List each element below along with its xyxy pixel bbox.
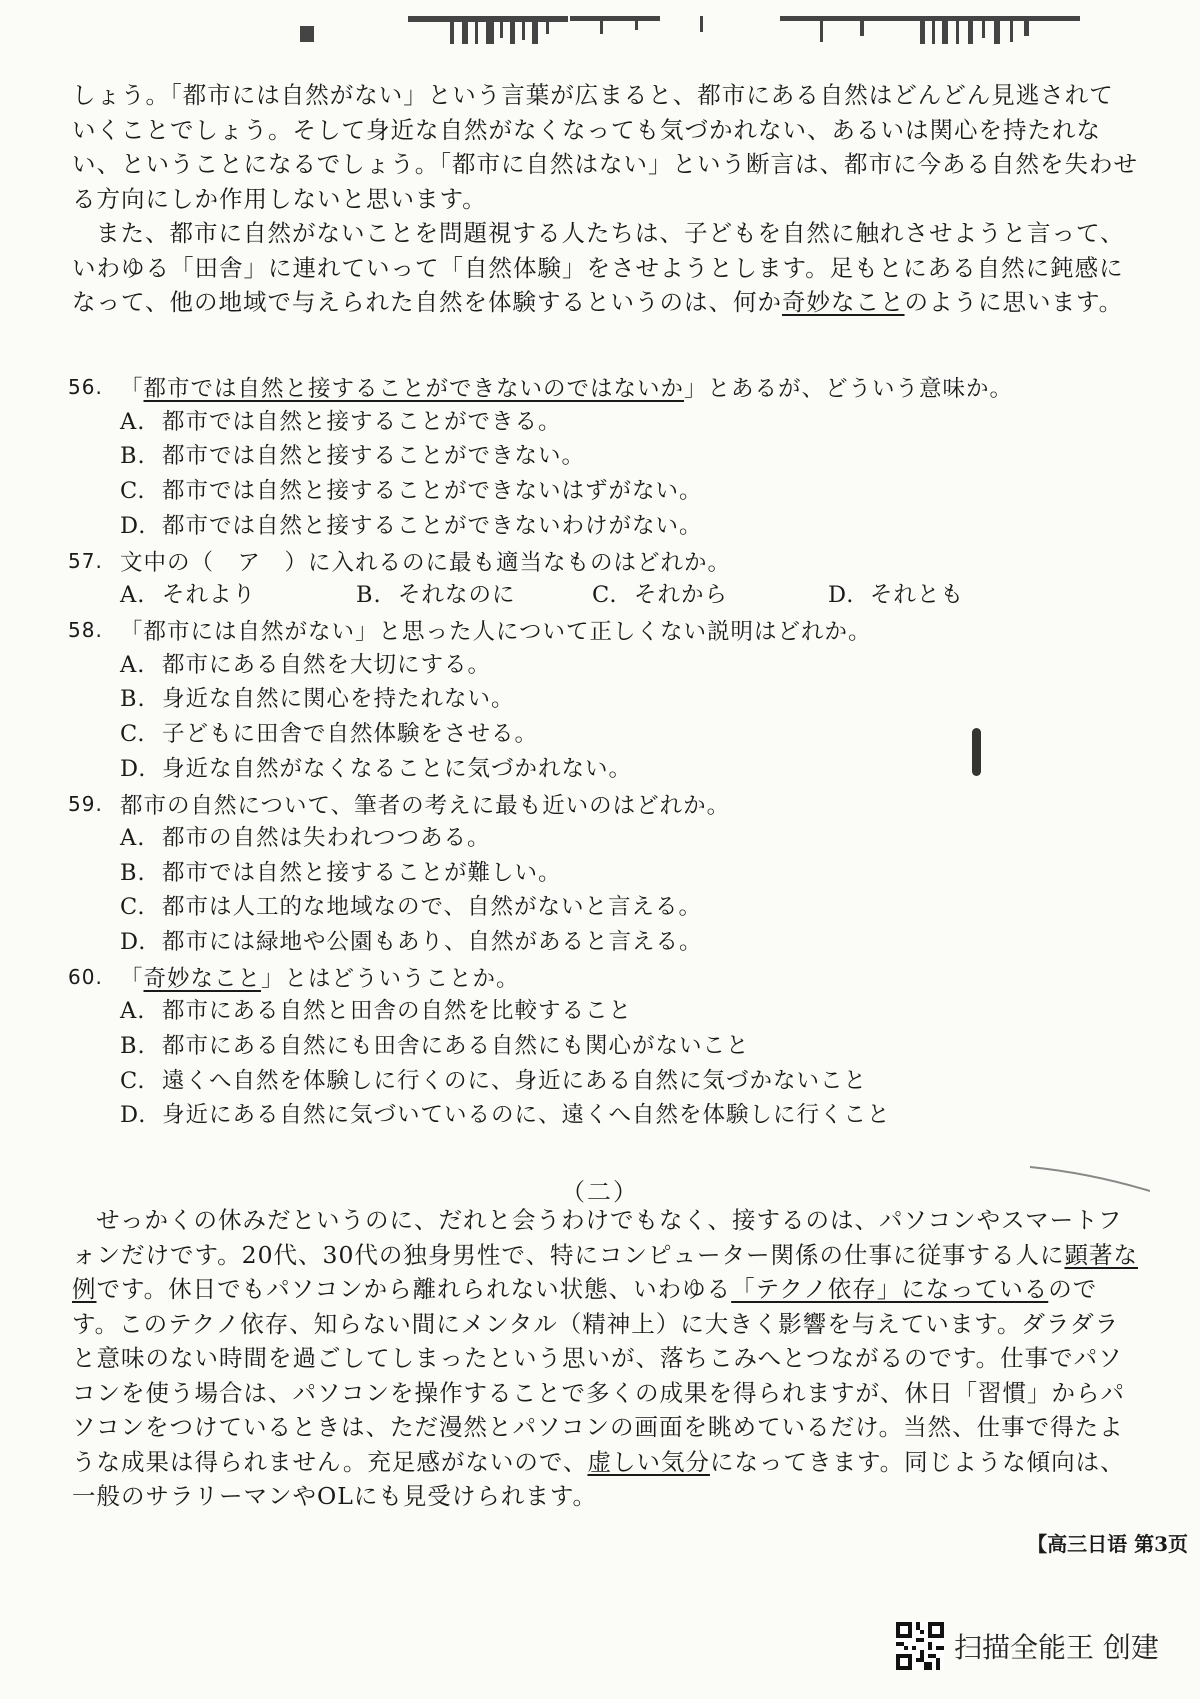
option-text: それより xyxy=(162,582,257,609)
option-letter: B. xyxy=(120,859,146,886)
passage-2-paragraph xyxy=(72,1203,1138,1514)
option-b xyxy=(68,682,1138,717)
question-number: 60. xyxy=(68,965,103,990)
option-a xyxy=(120,578,356,613)
passage-1-paragraph-2 xyxy=(72,216,1138,320)
question-text: 文中の（ ア ）に入れるのに最も適当なものはどれか。 xyxy=(120,549,732,576)
option-b xyxy=(356,578,592,613)
option-letter: C. xyxy=(120,720,146,747)
underlined-phrase: 「テクノ依存」になっている xyxy=(731,1275,1049,1303)
question-text xyxy=(120,371,1013,403)
text-segment: 「 xyxy=(120,966,144,993)
text-segment: のように思います。 xyxy=(904,288,1124,316)
question-stem xyxy=(68,543,1138,578)
underlined-phrase: 都市では自然と接することができないのではないか xyxy=(143,376,685,403)
option-d xyxy=(68,925,1138,960)
paper-crease xyxy=(1030,1163,1150,1193)
question-text: 都市の自然について、筆者の考えに最も近いのはどれか。 xyxy=(120,792,731,819)
question-59 xyxy=(68,786,1138,959)
option-letter: C. xyxy=(120,478,146,505)
option-letter: B. xyxy=(120,1033,146,1060)
option-letter: D. xyxy=(828,582,855,609)
question-text: 「都市には自然がない」と思った人について正しくない説明はどれか。 xyxy=(120,619,872,646)
question-stem xyxy=(68,786,1138,821)
option-letter: D. xyxy=(120,1102,147,1129)
option-letter: D. xyxy=(120,929,147,955)
option-c xyxy=(68,1064,1138,1099)
option-b xyxy=(68,856,1138,891)
scanner-watermark xyxy=(896,1622,1159,1670)
option-letter: A. xyxy=(120,582,146,609)
question-stem xyxy=(68,370,1138,405)
section-title: （二） xyxy=(561,1178,639,1206)
option-text: それとも xyxy=(870,582,965,609)
option-c xyxy=(592,578,828,613)
question-60 xyxy=(68,960,1138,1133)
option-letter: A. xyxy=(120,998,146,1025)
underlined-phrase: 顕著な例 xyxy=(72,1240,1138,1303)
passage-1-paragraph-1: しょう。「都市には自然がない」という言葉が広まると、都市にある自然はどんどん見逃されていくことでしょう。そして身近な自然がなくなっても気づかれない、あるいは関心を持たれない、ということになるでしょう。「都市に自然はない」という断言は、都市に今ある自然を失わせる方向にしか作用しないと思います。 xyxy=(72,81,1139,213)
option-d xyxy=(68,1098,1138,1133)
option-letter: C. xyxy=(592,582,618,609)
option-b xyxy=(68,439,1138,474)
passage-2 xyxy=(72,1203,1138,1514)
option-letter: B. xyxy=(120,443,146,470)
question-text xyxy=(120,961,520,993)
option-text: 都市では自然と接することができる。 xyxy=(162,408,562,435)
text-segment: 」とはどういうことか。 xyxy=(261,966,520,993)
option-text: 都市では自然と接することができない。 xyxy=(162,443,586,470)
option-letter: A. xyxy=(120,651,146,678)
option-text: それなのに xyxy=(398,582,516,609)
qr-code-icon xyxy=(896,1622,944,1670)
underlined-phrase: 奇妙なこと xyxy=(782,288,905,316)
option-a xyxy=(68,994,1138,1029)
option-letter: C. xyxy=(120,894,146,921)
text-segment: せっかくの休みだというのに、だれと会うわけでもなく、接するのは、パソコンやスマートフォンだけです。20代、30代の独身男性で、特にコンピューター関係の仕事に従事する人に xyxy=(72,1206,1123,1269)
option-text: 都市にある自然にも田舎にある自然にも関心がないこと xyxy=(162,1033,750,1060)
option-text: 都市では自然と接することが難しい。 xyxy=(162,859,562,886)
question-56 xyxy=(68,370,1138,543)
text-segment: になってきます。同じような傾向は、一般のサラリーマンやOLにも見受けられます。 xyxy=(72,1447,1125,1510)
option-text: 身近な自然がなくなることに気づかれない。 xyxy=(162,755,633,782)
scan-artifact xyxy=(300,12,1100,44)
option-letter: A. xyxy=(120,824,146,851)
text-segment: 」とあるが、どういう意味か。 xyxy=(684,376,1014,403)
option-text: 都市では自然と接することができないはずがない。 xyxy=(162,478,703,505)
option-text: 子どもに田舎で自然体験をさせる。 xyxy=(162,720,539,747)
question-57 xyxy=(68,543,1138,612)
option-text: 遠くへ自然を体験しに行くのに、身近にある自然に気づかないこと xyxy=(162,1067,868,1094)
option-letter: D. xyxy=(120,512,147,539)
question-number: 56. xyxy=(68,375,103,400)
options-row xyxy=(68,578,1138,613)
question-stem xyxy=(68,613,1138,648)
option-text: 身近な自然に関心を持たれない。 xyxy=(162,686,515,713)
text-segment: また、都市に自然がないことを問題視する人たちは、子どもを自然に触れさせようと言って、いわゆる「田舎」に連れていって「自然体験」をさせようとします。足もとにある自然に鈍感になって、他の地域で与えられた自然を体験するというのは、何か xyxy=(72,219,1125,316)
option-a xyxy=(68,405,1138,440)
option-b xyxy=(68,1029,1138,1064)
option-text: 都市は人工的な地域なので、自然がないと言える。 xyxy=(162,894,703,921)
option-text: それから xyxy=(634,582,729,609)
option-text: 都市にある自然を大切にする。 xyxy=(162,651,492,678)
option-c xyxy=(68,890,1138,925)
page-label: 【高三日语 第3页 xyxy=(1027,1532,1188,1556)
underlined-phrase: 奇妙なこと xyxy=(143,966,262,993)
ink-smudge xyxy=(972,728,981,776)
question-number: 57. xyxy=(68,548,103,573)
option-text: 都市では自然と接することができないわけがない。 xyxy=(162,512,703,539)
option-d xyxy=(68,509,1138,544)
option-text: 都市には緑地や公園もあり、自然があると言える。 xyxy=(162,929,703,955)
option-letter: C. xyxy=(120,1067,146,1094)
text-segment: です。休日でもパソコンから離れられない状態、いわゆる xyxy=(96,1275,732,1303)
option-letter: A. xyxy=(120,408,146,435)
option-text: 都市にある自然と田舎の自然を比較すること xyxy=(162,998,633,1025)
passage-1 xyxy=(72,78,1138,320)
underlined-phrase: 虚しい気分 xyxy=(587,1447,710,1476)
option-c xyxy=(68,474,1138,509)
question-number: 58. xyxy=(68,618,103,643)
option-letter: D. xyxy=(120,755,147,782)
question-stem xyxy=(68,960,1138,995)
text-segment: 「 xyxy=(120,376,144,403)
option-a xyxy=(68,648,1138,683)
text-segment: のです。このテクノ依存、知らない間にメンタル（精神上）に大きく影響を与えています。ダラダラと意味のない時間を過ごしてしまったという思いが、落ちこみへとつながるのです。仕事でパソコンを使う場合は、パソコンを操作することで多くの成果を得られますが、休日「習慣」からパソコンをつけているときは、ただ漫然とパソコンの画面を眺めているだけ。当然、仕事で得たような成果は得られません。充足感がないので、 xyxy=(72,1275,1126,1476)
option-a xyxy=(68,821,1138,856)
question-number: 59. xyxy=(68,791,103,816)
option-letter: B. xyxy=(120,686,146,713)
option-letter: B. xyxy=(356,582,382,609)
option-text: 都市の自然は失われつつある。 xyxy=(162,824,491,851)
watermark-text: 扫描全能王 创建 xyxy=(954,1631,1159,1664)
option-d xyxy=(828,578,1064,613)
option-text: 身近にある自然に気づいているのに、遠くへ自然を体験しに行くこと xyxy=(162,1102,891,1129)
